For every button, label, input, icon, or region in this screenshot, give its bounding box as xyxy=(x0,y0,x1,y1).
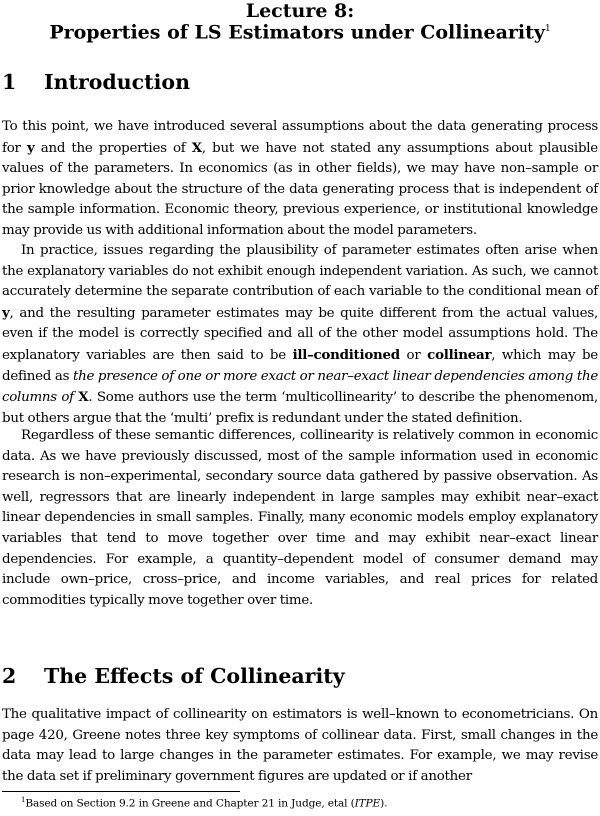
section-title: Introduction xyxy=(44,70,190,94)
section-number: 2 xyxy=(2,664,17,688)
effects-paragraph-1: The qualitative impact of collinearity on estimators is well–known to econometricians. On page 420, Greene notes three key symptoms of collinear data. First, small changes in the data may lead to large changes in the parameter estimates. For example, we may revise the data set if preliminary government figures are updated or if another xyxy=(2,707,598,784)
section-heading-introduction xyxy=(2,70,190,94)
title-line-2: Properties of LS Estimators under Collinearity xyxy=(49,21,545,44)
footnote-mark: 1 xyxy=(21,796,26,804)
intro-paragraph-3: Regardless of these semantic differences, collinearity is relatively common in economic data. As we have previously discussed, most of the sample information used in economic research is non–experimental, secondary source data gathered by passive observation. As well, regressors that are linearly independent in large samples may exhibit near–exact linear dependencies in small samples. Finally, many economic models employ explanatory variables that tend to move together over time and may exhibit near–exact linear dependencies. For example, a quantity–dependent model of consumer demand may include own–price, cross–price, and income variables, and real prices for related commodities typically move together over time. xyxy=(2,428,598,608)
section-title: The Effects of Collinearity xyxy=(44,664,345,688)
intro-paragraph-1: To this point, we have introduced several assumptions about the data generating process for y and the properties of X, but we have not stated any assumptions about plausible values of the parameters. In economics (as in other fields), we may have non–sample or prior knowledge about the structure of the data generating process that is independent of the sample information. Economic theory, previous experience, or institutional knowledge may provide us with additional information about the model parameters. xyxy=(2,119,598,238)
section-heading-effects xyxy=(2,664,345,688)
title-footnote-mark: 1 xyxy=(544,24,551,34)
lecture-title xyxy=(0,0,600,44)
section-number: 1 xyxy=(2,70,17,94)
footnote-1: $^1$Based on Section 9.2 in Greene and Chapter 21 in Judge, etal (ITPE). xyxy=(21,796,388,810)
footnote-divider xyxy=(2,791,240,792)
title-line-1: Lecture 8: xyxy=(245,0,355,22)
intro-paragraph-2: In practice, issues regarding the plausibility of parameter estimates often arise when the explanatory variables do not exhibit enough independent variation. As such, we cannot accurately determine the separate contribution of each variable to the conditional mean of y, and the resulting parameter estimates may be quite different from the actual values, even if the model is correctly specified and all of the other model assumptions hold. The explanatory variables are then said to be ill–conditioned or collinear, which may be defined as the presence of one or more exact or near–exact linear dependencies among the columns of X. Some authors use the term ‘multicollinearity’ to describe the phenomenom, but others argue that the ‘multi’ prefix is redundant under the stated definition. xyxy=(2,243,598,426)
